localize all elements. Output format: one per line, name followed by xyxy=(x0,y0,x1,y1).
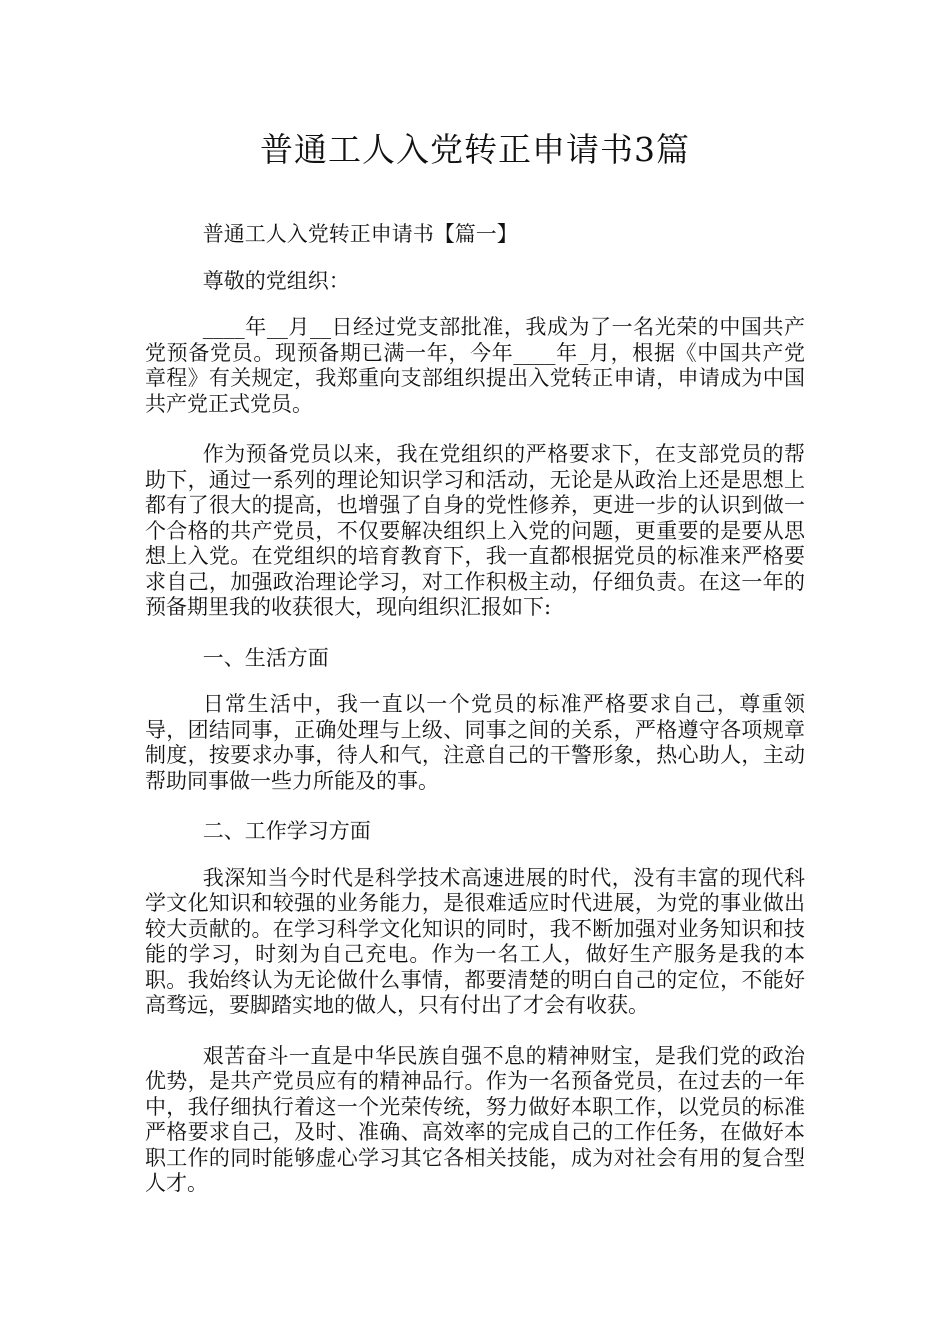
document-title: 普通工人入党转正申请书3篇 xyxy=(260,130,690,169)
paragraph-hard-work: 艰苦奋斗一直是中华民族自强不息的精神财宝，是我们党的政治优势，是共产党员应有的精神品行。作为一名预备党员，在过去的一年中，我仔细执行着这一个光荣传统，努力做好本职工作，以党员的标准严格要求自己，及时、准确、高效率的完成自己的工作任务，在做好本职工作的同时能够虚心学习其它各相关技能，成为对社会有用的复合型人才。 xyxy=(145,1043,805,1195)
section-heading-life: 一、生活方面 xyxy=(202,645,329,670)
document-body xyxy=(145,222,805,1222)
paragraph-overview: 作为预备党员以来，我在党组织的严格要求下，在支部党员的帮助下，通过一系列的理论知识学习和活动，无论是从政治上还是思想上都有了很大的提高，也增强了自身的党性修养，更进一步的认识到做一个合格的共产党员，不仅要解决组织上入党的问题，更重要的是要从思想上入党。在党组织的培育教育下，我一直都根据党员的标准来严格要求自己，加强政治理论学习，对工作积极主动，仔细负责。在这一年的预备期里我的收获很大，现向组织汇报如下: xyxy=(145,442,805,619)
section-heading-work: 二、工作学习方面 xyxy=(202,819,371,843)
paragraph-life: 日常生活中，我一直以一个党员的标准严格要求自己，尊重领导，团结同事，正确处理与上级、同事之间的关系，严格遵守各项规章制度，按要求办事，待人和气，注意自己的干警形象，热心助人，主动帮助同事做一些力所能及的事。 xyxy=(145,692,805,793)
salutation: 尊敬的党组织： xyxy=(202,268,350,293)
document-subtitle: 普通工人入党转正申请书【篇一】 xyxy=(202,222,518,246)
paragraph-intro: ____年__月__日经过党支部批准，我成为了一名光荣的中国共产党预备党员。现预备期已满一年，今年____年_月，根据《中国共产党章程》有关规定，我郑重向支部组织提出入党转正申请，申请成为中国共产党正式党员。 xyxy=(145,315,805,416)
paragraph-work-study: 我深知当今时代是科学技术高速进展的时代，没有丰富的现代科学文化知识和较强的业务能力，是很难适应时代进展，为党的事业做出较大贡献的。在学习科学文化知识的同时，我不断加强对业务知识和技能的学习，时刻为自己充电。作为一名工人，做好生产服务是我的本职。我始终认为无论做什么事情，都要清楚的明白自己的定位，不能好高骛远，要脚踏实地的做人，只有付出了才会有收获。 xyxy=(145,865,805,1017)
